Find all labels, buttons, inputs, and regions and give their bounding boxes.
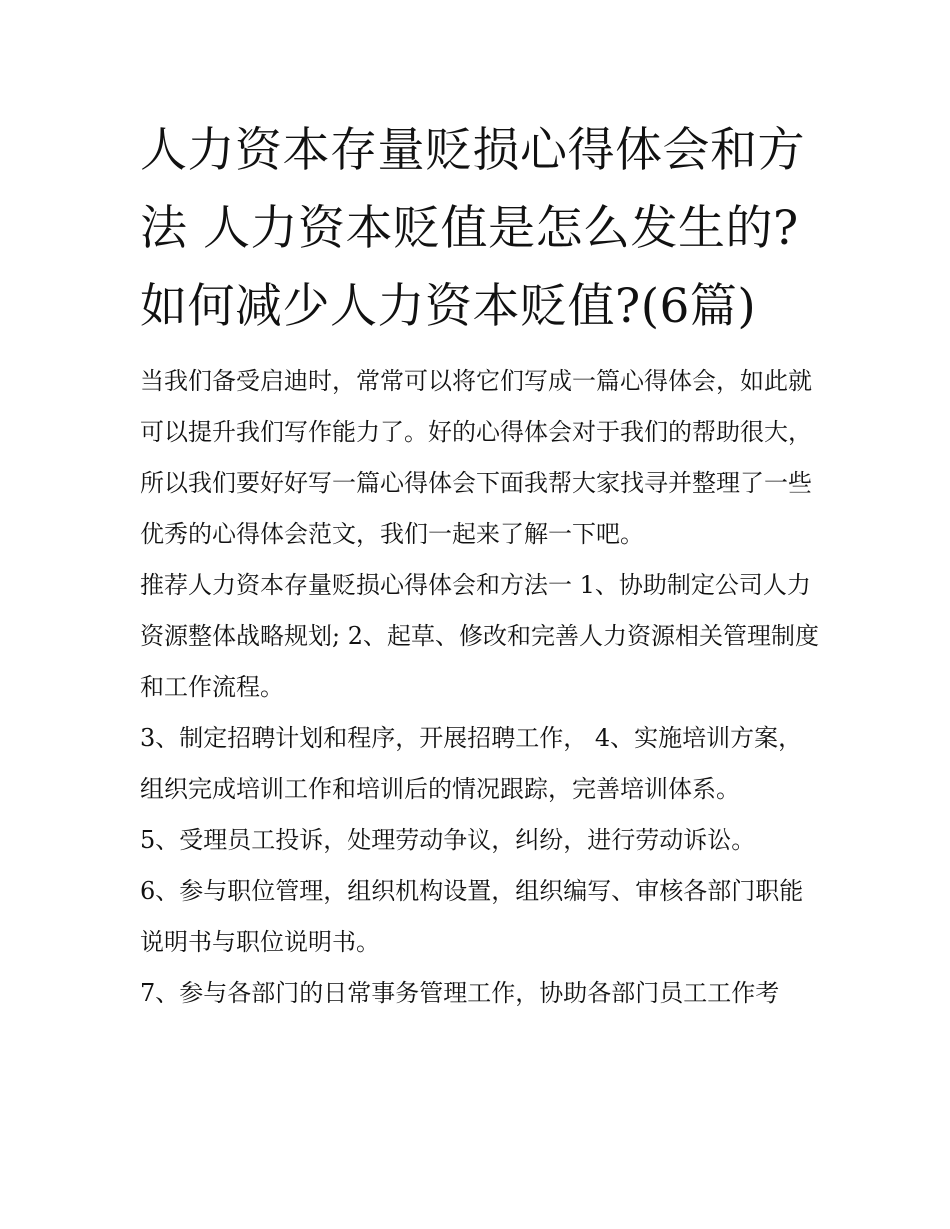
paragraph-intro: 当我们备受启迪时，常常可以将它们写成一篇心得体会，如此就可以提升我们写作能力了。好的心得体会对于我们的帮助很大，所以我们要好好写一篇心得体会下面我帮大家找寻并整理了一些优秀的心得体会范文，我们一起来了解一下吧。 [140, 367, 812, 548]
document-title: 人力资本存量贬损心得体会和方法 人力资本贬值是怎么发生的?如何减少人力资本贬值?(6篇) [140, 123, 805, 334]
paragraph-5: 7、参与各部门的日常事务管理工作，协助各部门员工工作考 [140, 979, 780, 1007]
paragraph-3: 5、受理员工投诉，处理劳动争议，纠纷，进行劳动诉讼。 [140, 826, 756, 854]
paragraph-4: 6、参与职位管理，组织机构设置，组织编写、审核各部门职能说明书与职位说明书。 [140, 877, 804, 956]
paragraph-1: 推荐人力资本存量贬损心得体会和方法一 1、协助制定公司人力资源整体战略规划; 2、起草、修改和完善人力资源相关管理制度和工作流程。 [140, 571, 819, 701]
paragraph-2: 3、制定招聘计划和程序，开展招聘工作， 4、实施培训方案，组织完成培训工作和培训后的情况跟踪，完善培训体系。 [140, 724, 803, 803]
document-content [140, 112, 820, 1019]
